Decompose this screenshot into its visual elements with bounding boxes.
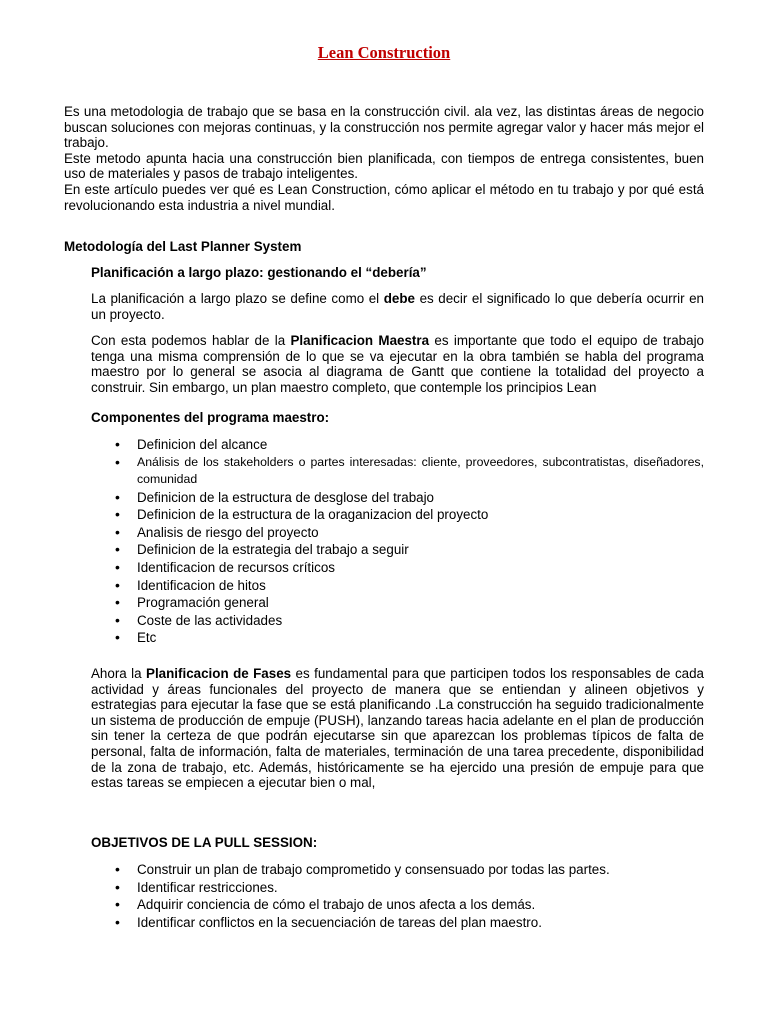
list-item: • Análisis de los stakeholders o partes interesadas: cliente, proveedores, subcontratistas, diseñadores, comunidad	[91, 454, 704, 489]
list-item: • Coste de las actividades	[91, 612, 704, 630]
paragraph-phase-planning: Ahora la Planificacion de Fases es fundamental para que participen todos los responsables de cada actividad y áreas funcionales del proyecto de manera que se entiendan y alineen objetivos y estrategias para ejecutar la fase que se está planificando .La construcción ha seguido tradicionalmente un sistema de producción de empuje (PUSH), lanzando tareas hacia adelante en el plan de producción sin tener la certeza de que podrán ejecutarse sin que aparezcan los problemas típicos de falta de personal, falta de información, falta de materiales, terminación de una tarea precedente, disponibilidad de la zona de trabajo, etc. Además, históricamente se ha ejercido una presión de empuje para que estas tareas se empiecen a ejecutar bien o mal,	[91, 666, 704, 791]
list-item: • Identificacion de hitos	[91, 577, 704, 595]
intro-paragraph-3: En este artículo puedes ver qué es Lean Construction, cómo aplicar el método en tu trabajo y por qué está revolucionando esta industria a nivel mundial.	[64, 181, 704, 213]
list-item: • Adquirir conciencia de cómo el trabajo de unos afecta a los demás.	[91, 896, 704, 914]
paragraph-master-planning: Con esta podemos hablar de la Planificacion Maestra es importante que todo el equipo de trabajo tenga una misma comprensión de lo que se va ejecutar en la obra también se habla del programa maestro por lo general se asocia al diagrama de Gantt que contiene la totalidad del proyecto a construir. Sin embargo, un plan maestro completo, que contemple los principios Lean	[91, 333, 704, 395]
intro-paragraph-2: Este metodo apunta hacia una construcción bien planificada, con tiempos de entrega consistentes, buen uso de materiales y pasos de trabajo inteligentes.	[64, 150, 704, 182]
objectives-heading: OBJETIVOS DE LA PULL SESSION:	[91, 835, 318, 850]
list-item: • Analisis de riesgo del proyecto	[91, 524, 704, 542]
intro-paragraph-1: Es una metodologia de trabajo que se basa en la construcción civil. ala vez, las distintas áreas de negocio buscan soluciones con mejoras continuas, y la construcción nos permite agregar valor y hacer más mejor el trabajo.	[64, 104, 704, 151]
list-item: • Definicion de la estructura de desglose del trabajo	[91, 489, 704, 507]
objectives-list	[91, 861, 704, 931]
list-item: • Definicion de la estructura de la oraganizacion del proyecto	[91, 506, 704, 524]
bold-term-planificacion-maestra: Planificacion Maestra	[290, 333, 430, 348]
components-heading: Componentes del programa maestro:	[91, 410, 330, 425]
list-item: • Identificar restricciones.	[91, 879, 704, 897]
list-item: • Identificacion de recursos críticos	[91, 559, 704, 577]
list-item: • Construir un plan de trabajo comprometido y consensuado por todas las partes.	[91, 861, 704, 879]
list-item: • Identificar conflictos en la secuenciación de tareas del plan maestro.	[91, 914, 704, 932]
components-list	[91, 436, 704, 647]
paragraph-long-term: La planificación a largo plazo se define como el debe es decir el significado lo que debería ocurrir en un proyecto.	[91, 291, 704, 322]
list-item: • Definicion de la estrategia del trabajo a seguir	[91, 541, 704, 559]
list-item: • Programación general	[91, 594, 704, 612]
section-heading-last-planner: Metodología del Last Planner System	[64, 239, 302, 254]
bold-term-debe: debe	[383, 291, 415, 306]
list-item: • Definicion del alcance	[91, 436, 704, 454]
intro-text	[64, 104, 704, 213]
bold-term-planificacion-fases: Planificacion de Fases	[146, 666, 292, 681]
subheading-long-term: Planificación a largo plazo: gestionando el “debería”	[91, 265, 427, 280]
document-title: Lean Construction	[317, 43, 451, 62]
list-item: • Etc	[91, 629, 704, 647]
